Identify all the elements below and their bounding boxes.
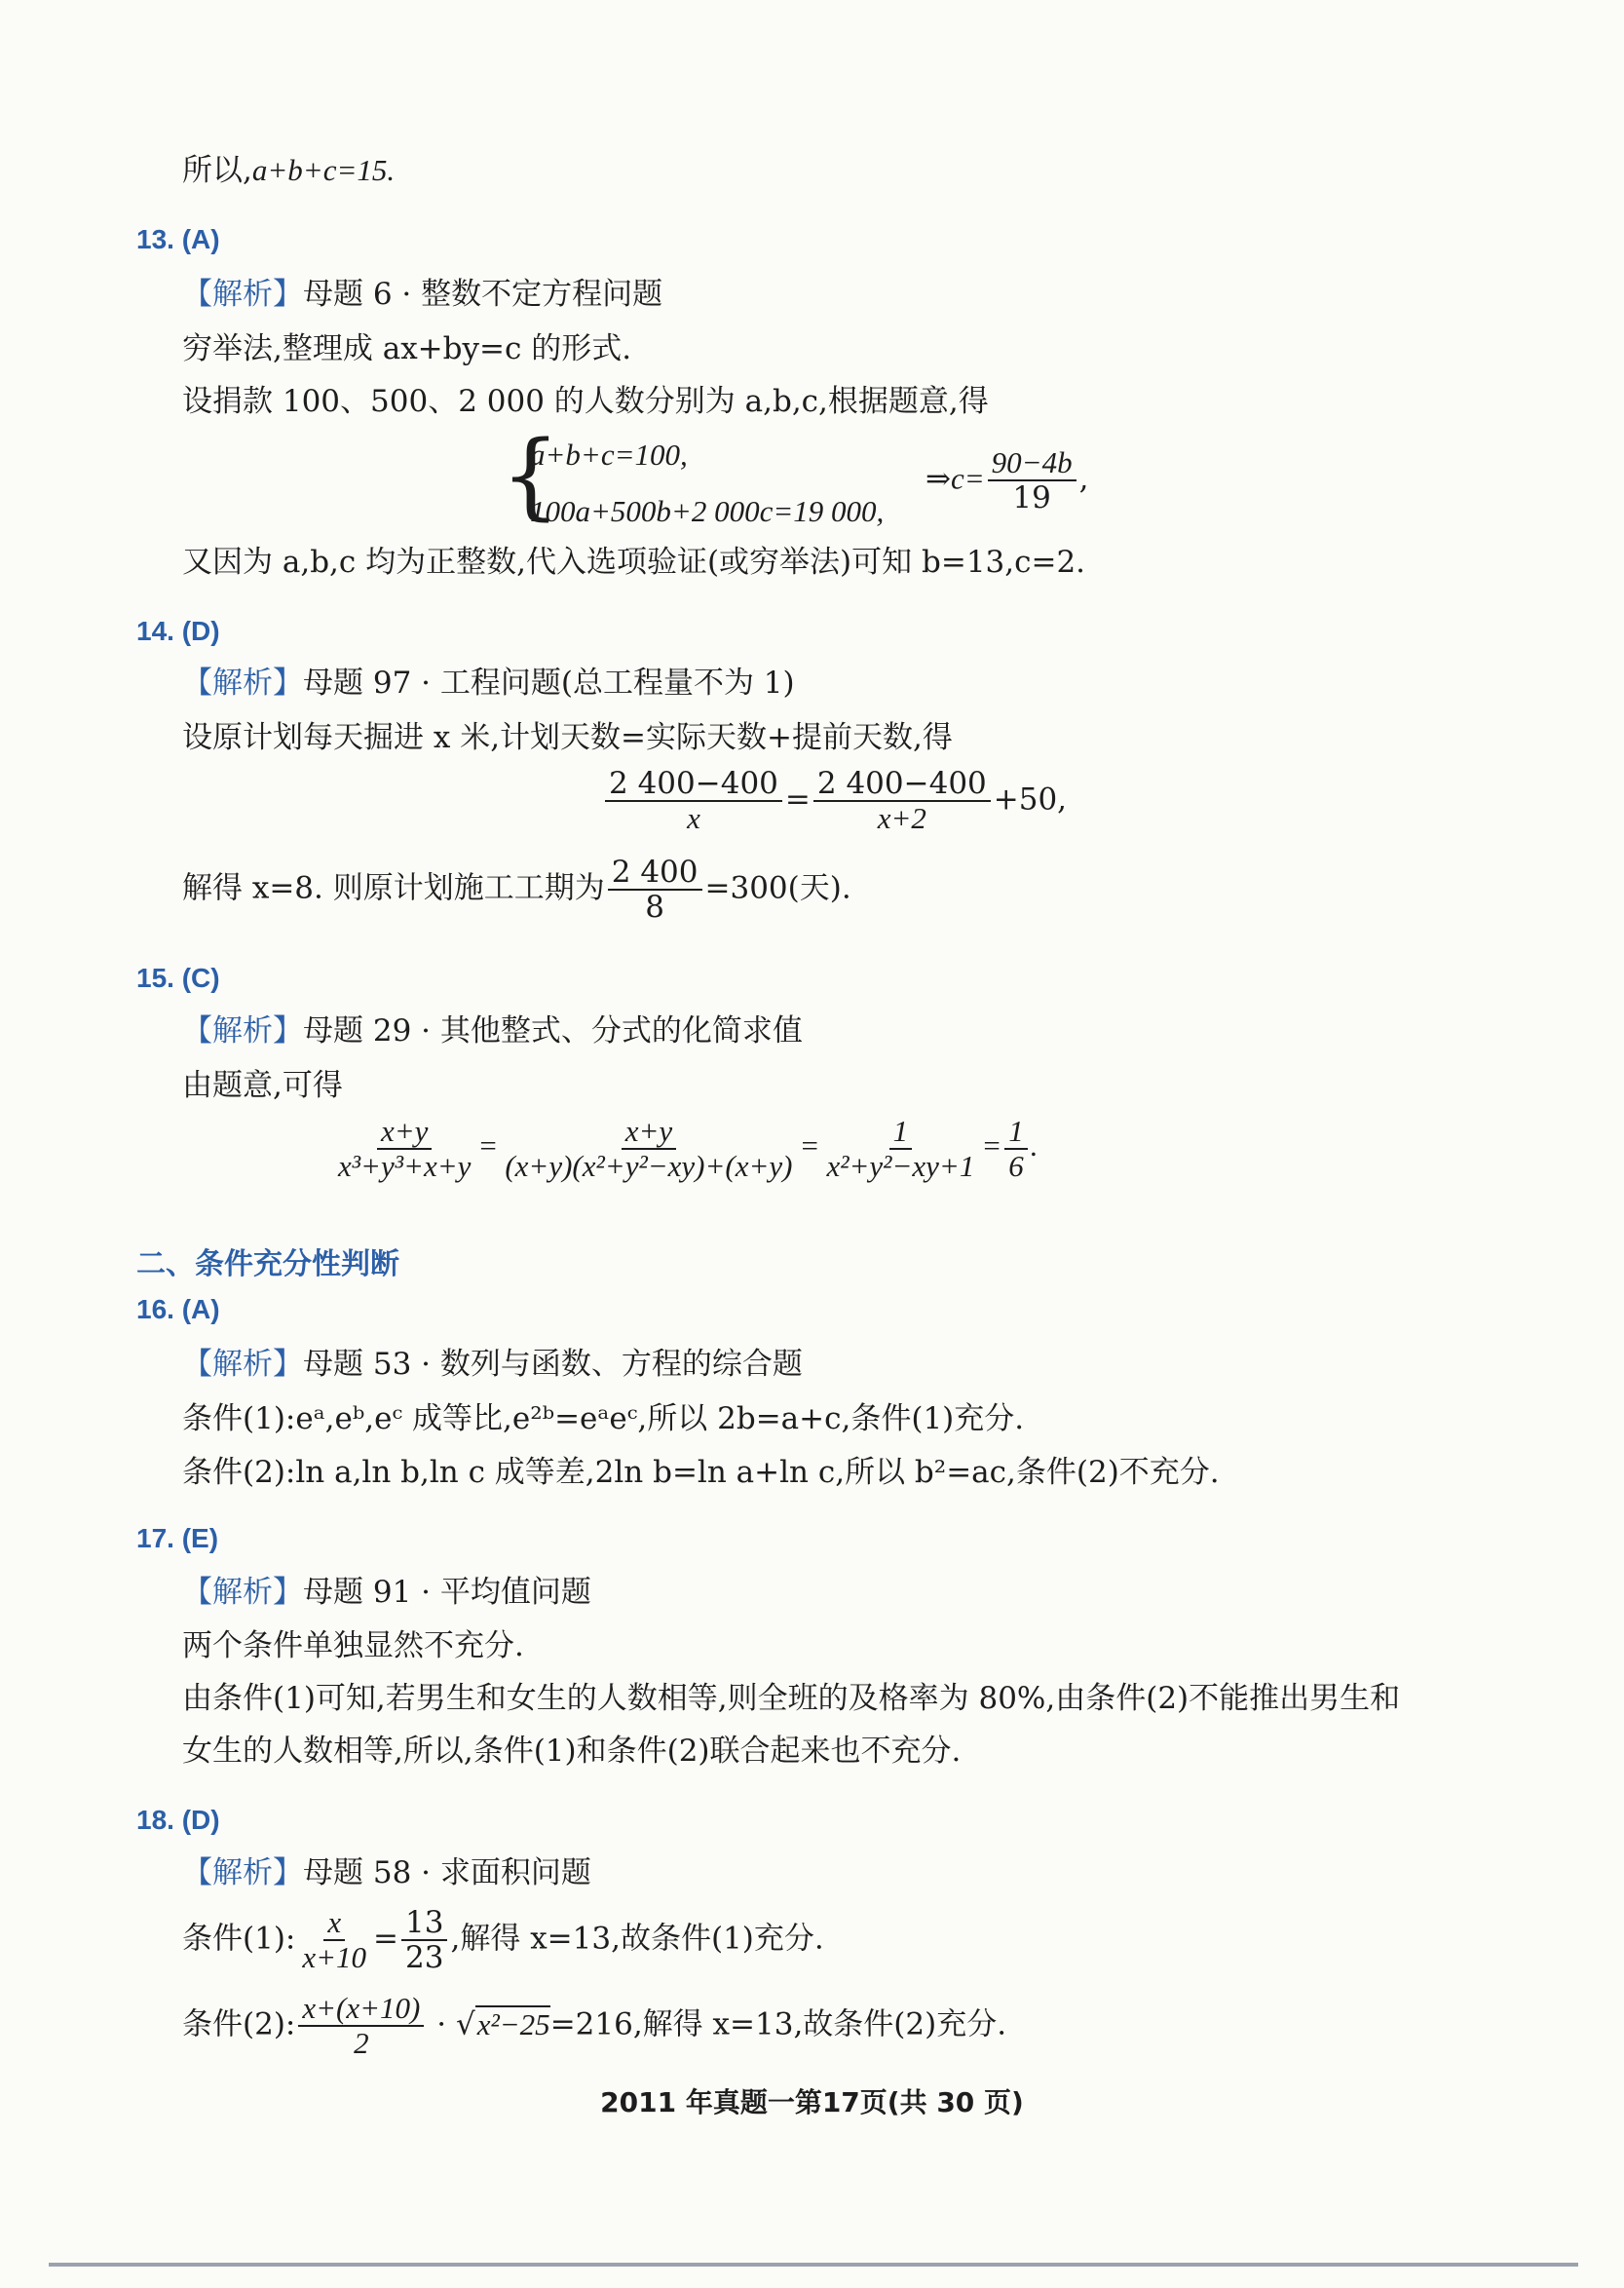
analysis-tag: 【解析】 bbox=[182, 666, 303, 701]
question-18-number: 18. (D) bbox=[136, 1805, 220, 1835]
q15-frac3-den: x²+y²−xy+1 bbox=[826, 1149, 975, 1183]
q15-equals-1: = bbox=[477, 1128, 499, 1163]
q18-c1-equals: = bbox=[373, 1921, 399, 1957]
bottom-divider bbox=[49, 2263, 1578, 2267]
q16-topic-line bbox=[182, 1345, 803, 1384]
q14-frac2-den: x+2 bbox=[877, 801, 926, 835]
q15-equals-3: = bbox=[981, 1128, 1002, 1163]
q18-c2-tail: =216,解得 x=13,故条件(2)充分. bbox=[549, 2006, 1007, 2042]
q15-frac2-den: (x+y)(x²+y²−xy)+(x+y) bbox=[505, 1149, 793, 1183]
q18-condition-2 bbox=[182, 1992, 1006, 2060]
q13-frac-num: 90−4b bbox=[988, 446, 1076, 481]
question-14-number: 14. (D) bbox=[136, 616, 220, 646]
q18-c2-frac-num: x+(x+10) bbox=[298, 1992, 424, 2027]
q16-line-1: 条件(1):eᵃ,eᵇ,eᶜ 成等比,e²ᵇ=eᵃeᶜ,所以 2b=a+c,条件(1)充分. bbox=[182, 1401, 1025, 1436]
q18-c1-frac2-den: 23 bbox=[405, 1940, 444, 1975]
q13-equation-1: a+b+c=100, bbox=[530, 438, 688, 472]
question-17-number: 17. (E) bbox=[136, 1523, 219, 1553]
q14-line-1: 设原计划每天掘进 x 米,计划天数=实际天数+提前天数,得 bbox=[182, 720, 953, 755]
q13-system-brace: { bbox=[501, 421, 561, 530]
q13-result bbox=[925, 446, 1088, 515]
intro-text: 所以, bbox=[182, 153, 252, 188]
q17-topic: 母题 91 · 平均值问题 bbox=[303, 1575, 591, 1610]
q18-c2-frac-den: 2 bbox=[354, 2026, 369, 2060]
q14-topic-line bbox=[182, 664, 795, 703]
sqrt-icon: √ bbox=[455, 2006, 475, 2042]
page-footer: 2011 年真题一第17页(共 30 页) bbox=[600, 2086, 1024, 2118]
q18-condition-1 bbox=[182, 1906, 824, 1974]
q13-topic-line bbox=[182, 275, 662, 314]
analysis-tag: 【解析】 bbox=[182, 277, 303, 312]
q14-solution-text: 解得 x=8. 则原计划施工工期为 bbox=[182, 870, 605, 906]
q18-c1-frac1-num: x bbox=[323, 1906, 345, 1941]
q13-equation-2: 100a+500b+2 000c=19 000, bbox=[530, 494, 885, 528]
intro-math: a+b+c=15. bbox=[251, 153, 396, 187]
q18-c1-tail: ,解得 x=13,故条件(1)充分. bbox=[450, 1921, 824, 1957]
q14-tail: +50, bbox=[993, 782, 1068, 818]
q13-frac-den: 19 bbox=[1012, 480, 1051, 515]
q15-frac1-den: x³+y³+x+y bbox=[338, 1149, 472, 1183]
q14-equals: = bbox=[784, 782, 811, 818]
analysis-tag: 【解析】 bbox=[182, 1013, 303, 1049]
q14-frac1-num: 2 400−400 bbox=[605, 767, 782, 802]
q18-topic: 母题 58 · 求面积问题 bbox=[303, 1855, 591, 1890]
q17-line-1: 两个条件单独显然不充分. bbox=[182, 1628, 524, 1663]
q14-frac2-num: 2 400−400 bbox=[813, 767, 991, 802]
q17-line-3: 女生的人数相等,所以,条件(1)和条件(2)联合起来也不充分. bbox=[182, 1734, 962, 1769]
q17-line-2: 由条件(1)可知,若男生和女生的人数相等,则全班的及格率为 80%,由条件(2)不能推出男生和 bbox=[182, 1681, 1401, 1716]
question-15-number: 15. (C) bbox=[136, 963, 220, 993]
q13-arrow: ⇒c= bbox=[925, 461, 985, 496]
analysis-tag: 【解析】 bbox=[182, 1855, 303, 1890]
q14-equation bbox=[602, 767, 1067, 835]
q15-topic-line bbox=[182, 1011, 803, 1050]
q15-frac3-num: 1 bbox=[889, 1115, 913, 1150]
q13-line-1: 穷举法,整理成 ax+by=c 的形式. bbox=[182, 331, 632, 366]
q18-topic-line bbox=[182, 1853, 591, 1892]
analysis-tag: 【解析】 bbox=[182, 1575, 303, 1610]
question-13-number: 13. (A) bbox=[136, 224, 220, 254]
intro-line bbox=[182, 151, 395, 190]
q14-frac1-den: x bbox=[687, 801, 700, 835]
q15-equals-2: = bbox=[799, 1128, 820, 1163]
q15-frac2-num: x+y bbox=[622, 1115, 676, 1150]
q18-c2-dot: · bbox=[427, 2006, 456, 2042]
section-title: 二、条件充分性判断 bbox=[136, 1247, 399, 1281]
q13-comma: , bbox=[1078, 461, 1089, 497]
q15-equation bbox=[331, 1115, 1039, 1183]
q14-frac3-num: 2 400 bbox=[608, 856, 702, 891]
q17-topic-line bbox=[182, 1573, 591, 1612]
q13-line-2: 设捐款 100、500、2 000 的人数分别为 a,b,c,根据题意,得 bbox=[182, 384, 989, 419]
q13-line-3: 又因为 a,b,c 均为正整数,代入选项验证(或穷举法)可知 b=13,c=2. bbox=[182, 545, 1086, 580]
analysis-tag: 【解析】 bbox=[182, 1347, 303, 1382]
question-16-number: 16. (A) bbox=[136, 1294, 220, 1324]
q15-period: . bbox=[1030, 1128, 1039, 1163]
q14-solution-result: =300(天). bbox=[704, 870, 851, 906]
q18-c1-frac2-num: 13 bbox=[401, 1906, 447, 1941]
q15-frac4-den: 6 bbox=[1008, 1149, 1024, 1183]
q18-c1-label: 条件(1): bbox=[182, 1921, 296, 1957]
q13-topic: 母题 6 · 整数不定方程问题 bbox=[303, 277, 663, 312]
q15-topic: 母题 29 · 其他整式、分式的化简求值 bbox=[303, 1013, 803, 1049]
q18-c1-frac1-den: x+10 bbox=[302, 1940, 367, 1974]
q15-frac1-num: x+y bbox=[377, 1115, 432, 1150]
q15-line-1: 由题意,可得 bbox=[182, 1068, 343, 1103]
q14-line-2 bbox=[182, 856, 851, 924]
q16-topic: 母题 53 · 数列与函数、方程的综合题 bbox=[303, 1347, 803, 1382]
q18-c2-radicand: x²−25 bbox=[476, 2006, 550, 2041]
q14-topic: 母题 97 · 工程问题(总工程量不为 1) bbox=[303, 666, 795, 701]
q16-line-2: 条件(2):ln a,ln b,ln c 成等差,2ln b=ln a+ln c,所以 b²=ac,条件(2)不充分. bbox=[182, 1455, 1220, 1490]
q14-frac3-den: 8 bbox=[645, 890, 664, 925]
q15-frac4-num: 1 bbox=[1004, 1115, 1028, 1150]
q18-c2-label: 条件(2): bbox=[182, 2006, 296, 2042]
